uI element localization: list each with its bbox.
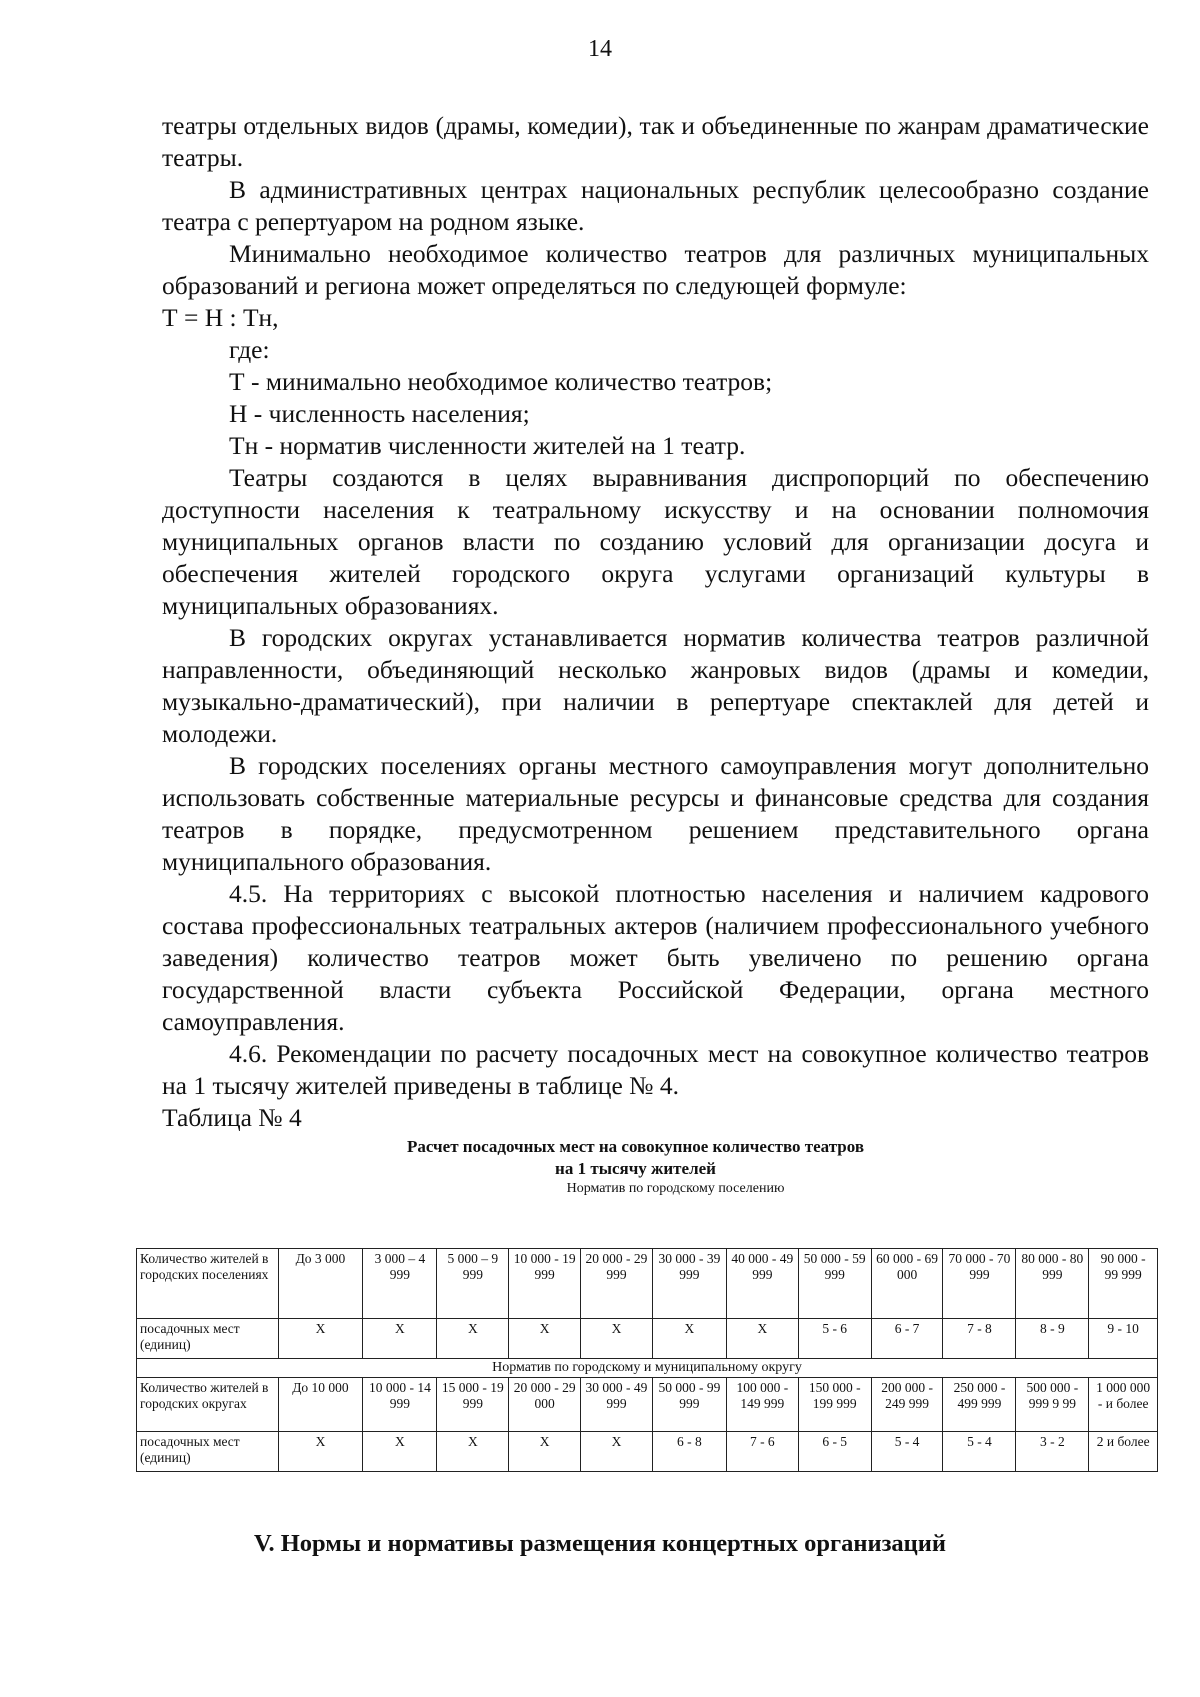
paragraph: Минимально необходимое количество театров для различных муниципальных образований и региона может определяться по следующей формуле: (162, 239, 1149, 300)
table-cell: 5 000 – 9 999 (437, 1249, 509, 1319)
table-cell: До 3 000 (278, 1249, 363, 1319)
table-cell: 3 000 – 4 999 (363, 1249, 437, 1319)
table-cell: 150 000 - 199 999 (798, 1378, 871, 1432)
table-cell: 9 - 10 (1089, 1319, 1158, 1359)
table-cell: Х (726, 1319, 798, 1359)
table-cell: Х (278, 1319, 363, 1359)
table-cell: До 10 000 (278, 1378, 363, 1432)
table-cell: 2 и более (1089, 1432, 1158, 1472)
definition-intro: где: (229, 335, 270, 364)
table-row (137, 1378, 1158, 1432)
table-cell: 250 000 - 499 999 (943, 1378, 1016, 1432)
paragraph: 4.5. На территориях с высокой плотностью населения и наличием кадрового состава профессиональных театральных актеров (наличием профессионального учебного заведения) количество театров может быть увеличено по решению органа государственной власти субъекта Российской Федерации, органа местного самоуправления. (162, 879, 1149, 1036)
table-cell: 200 000 - 249 999 (871, 1378, 943, 1432)
table-row (137, 1432, 1158, 1472)
table-cell: Х (437, 1319, 509, 1359)
table-cell: 10 000 - 19 999 (509, 1249, 581, 1319)
definition-item: Тн - норматив численности жителей на 1 театр. (229, 431, 746, 460)
paragraph: В административных центрах национальных республик целесообразно создание театра с репертуаром на родном языке. (162, 175, 1149, 236)
norm-table (136, 1248, 1158, 1472)
table-title (162, 1136, 1149, 1180)
table-cell: 15 000 - 19 999 (437, 1378, 509, 1432)
table-row (137, 1249, 1158, 1319)
definition-item: Н - численность населения; (229, 399, 530, 428)
table-cell: Х (363, 1432, 437, 1472)
table-cell: Х (363, 1319, 437, 1359)
section-heading: V. Нормы и нормативы размещения концертных организаций (253, 1530, 947, 1557)
table-cell: 10 000 - 14 999 (363, 1378, 437, 1432)
table-cell: 40 000 - 49 999 (726, 1249, 798, 1319)
paragraph: Театры создаются в целях выравнивания диспропорций по обеспечению доступности населения к театральному искусству и на основании полномочия муниципальных органов власти по созданию условий для организации досуга и обеспечения жителей городского округа услугами организаций культуры в муниципальных образованиях. (162, 463, 1149, 620)
table-cell: 5 - 4 (943, 1432, 1016, 1472)
page-number: 14 (588, 36, 612, 62)
row-label: Количество жителей в городских округах (137, 1378, 279, 1432)
table-section-subtitle: Норматив по городскому и муниципальному округу (137, 1359, 1158, 1378)
body-text (162, 110, 1149, 1198)
table-cell: 80 000 - 80 999 (1016, 1249, 1089, 1319)
table-cell: Х (581, 1432, 653, 1472)
table-label: Таблица № 4 (162, 1103, 302, 1132)
table-cell: 20 000 - 29 999 (581, 1249, 653, 1319)
table-cell: Х (278, 1432, 363, 1472)
table-cell: 500 000 - 999 9 99 (1016, 1378, 1089, 1432)
table-title-line: на 1 тысячу жителей (555, 1159, 716, 1178)
table-cell: 6 - 7 (871, 1319, 943, 1359)
formula: Т = Н : Тн, (162, 303, 279, 332)
table-cell: 5 - 6 (798, 1319, 871, 1359)
table-cell: Х (509, 1319, 581, 1359)
definition-item: Т - минимально необходимое количество театров; (229, 367, 773, 396)
table-cell: 1 000 000 - и более (1089, 1378, 1158, 1432)
row-label: Количество жителей в городских поселениях (137, 1249, 279, 1319)
row-label: посадочных мест (единиц) (137, 1319, 279, 1359)
paragraph: В городских поселениях органы местного самоуправления могут дополнительно использовать собственные материальные ресурсы и финансовые средства для создания театров в порядке, предусмотренном решением представительного органа муниципального образования. (162, 751, 1149, 876)
table-cell: 90 000 - 99 999 (1089, 1249, 1158, 1319)
row-label: посадочных мест (единиц) (137, 1432, 279, 1472)
table-cell: 8 - 9 (1016, 1319, 1089, 1359)
table-subtitle: Норматив по городскому поселению (566, 1181, 785, 1196)
table-title-line: Расчет посадочных мест на совокупное количество театров (406, 1137, 865, 1156)
table-cell: 6 - 5 (798, 1432, 871, 1472)
table-section-row (137, 1359, 1158, 1378)
table-cell: 7 - 8 (943, 1319, 1016, 1359)
table-cell: 6 - 8 (652, 1432, 726, 1472)
table-cell: 3 - 2 (1016, 1432, 1089, 1472)
table-cell: 7 - 6 (726, 1432, 798, 1472)
paragraph: театры отдельных видов (драмы, комедии), так и объединенные по жанрам драматические театры. (162, 111, 1149, 172)
table-cell: Х (581, 1319, 653, 1359)
table-cell: Х (509, 1432, 581, 1472)
table-cell: 5 - 4 (871, 1432, 943, 1472)
table-cell: 20 000 - 29 000 (509, 1378, 581, 1432)
paragraph: 4.6. Рекомендации по расчету посадочных мест на совокупное количество театров на 1 тысячу жителей приведены в таблице № 4. (162, 1039, 1149, 1100)
table-cell: 50 000 - 59 999 (798, 1249, 871, 1319)
table-cell: Х (652, 1319, 726, 1359)
table-cell: 70 000 - 70 999 (943, 1249, 1016, 1319)
table-cell: 30 000 - 39 999 (652, 1249, 726, 1319)
table-cell: 30 000 - 49 999 (581, 1378, 653, 1432)
paragraph: В городских округах устанавливается норматив количества театров различной направленности, объединяющий несколько жанровых видов (драмы и комедии, музыкально-драматический), при наличии в репертуаре спектаклей для детей и молодежи. (162, 623, 1149, 748)
table-cell: 50 000 - 99 999 (652, 1378, 726, 1432)
table-row (137, 1319, 1158, 1359)
table-cell: 100 000 - 149 999 (726, 1378, 798, 1432)
table-cell: Х (437, 1432, 509, 1472)
table-cell: 60 000 - 69 000 (871, 1249, 943, 1319)
